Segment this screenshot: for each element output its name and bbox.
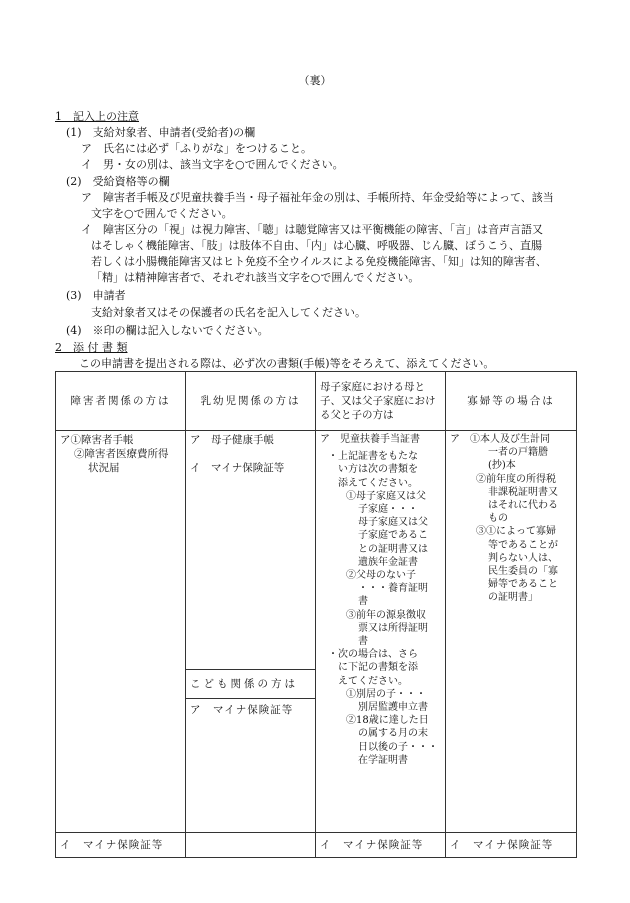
list-item: 添えてください。	[338, 477, 418, 489]
header-widow: 寡婦等の場合は	[446, 372, 577, 431]
note-item-1a: ア 氏名には必ず「ふりがな」をつけること。	[81, 142, 312, 155]
list-item: 子家庭であるこ	[358, 530, 428, 542]
list-item: 日以後の子・・・	[358, 741, 438, 753]
list-item: との証明書又は	[358, 543, 428, 555]
list-item: 状況届	[88, 462, 120, 474]
list-item: もの	[488, 513, 508, 525]
list-item: 非課税証明書又	[488, 486, 558, 498]
note-item-2a-line1: ア 障害者手帳及び児童扶養手当・母子福祉年金の別は、手帳所持、年金受給等によって、該当	[81, 191, 554, 204]
note-item-2a-line2: 文字を○で囲んでください。	[91, 207, 233, 220]
footer-disabled: イ マイナ保険証等	[56, 833, 186, 858]
list-item: ②18歳に達した日	[346, 715, 429, 727]
col-widow-docs	[446, 431, 577, 833]
list-item: はそれに代わる	[488, 500, 558, 512]
header-single-parent: 母子家庭における母と子、又は父子家庭における父と子の方は	[316, 372, 446, 431]
list-item: (抄)本	[488, 460, 516, 472]
col-disabled-docs	[56, 431, 186, 833]
col-single-parent-docs	[316, 431, 446, 833]
list-item: の証明書」	[488, 592, 538, 604]
list-item: ①母子家庭又は父	[346, 490, 426, 502]
col-infant-docs	[186, 431, 316, 833]
note-item-3a: 支給対象者又はその保護者の氏名を記入してください。	[91, 306, 366, 319]
section2-heading: 2 添 付 書 類	[55, 341, 128, 354]
footer-widow: イ マイナ保険証等	[446, 833, 577, 858]
list-item: 在学証明書	[358, 754, 408, 766]
list-item: ア 母子健康手帳	[190, 434, 274, 446]
list-item: い方は次の書類を	[338, 464, 418, 476]
child-sub-item: ア マイナ保険証等	[186, 698, 315, 721]
list-item: 母子家庭又は父	[358, 517, 428, 529]
list-item: ②前年度の所得税	[476, 473, 556, 485]
list-item: 票又は所得証明	[358, 622, 428, 634]
list-item: 民生委員の「寡	[488, 566, 558, 578]
footer-single-parent: イ マイナ保険証等	[316, 833, 446, 858]
list-item: ア ①本人及び生計同	[450, 434, 550, 445]
list-item: 別居監護申立書	[358, 702, 428, 714]
list-item: 書	[358, 596, 368, 608]
list-item: ①別居の子・・・	[346, 688, 426, 700]
note-item-3: (3) 申請者	[66, 289, 126, 302]
child-sub-header: こども関係の方は	[186, 669, 315, 698]
list-item: 子家庭・・・	[358, 504, 418, 516]
list-item: ③①によって寡婦	[476, 526, 556, 538]
list-item: ②障害者医療費所得	[74, 448, 169, 460]
list-item: 判らない人は、	[488, 552, 558, 564]
list-item: 婦等であること	[488, 579, 558, 591]
list-item: ア 児童扶養手当証書	[320, 434, 420, 445]
attachment-table	[55, 371, 577, 858]
list-item: イ マイナ保険証等	[190, 462, 285, 474]
note-item-4: (4) ※印の欄は記入しないでください。	[66, 324, 269, 337]
footer-infant	[186, 833, 316, 858]
list-item: の属する月の末	[358, 728, 428, 740]
list-item: 遺族年金証書	[358, 556, 418, 568]
section1-heading: 1 記入上の注意	[55, 110, 139, 123]
list-item: ②父母のない子	[346, 570, 416, 582]
note-item-2b-line1: イ 障害区分の「視」は視力障害、「聴」は聴覚障害又は平衡機能の障害、「言」は音声言語又	[81, 223, 543, 236]
list-item: 書	[358, 636, 368, 648]
list-item: ・次の場合は、さら	[328, 649, 418, 661]
note-item-1b: イ 男・女の別は、該当文字を○で囲んでください。	[81, 158, 344, 171]
header-disabled: 障害者関係の方は	[56, 372, 186, 431]
note-item-2b-line3: 若しくは小腸機能障害又はヒト免疫不全ウイルスによる免疫機能障害、「知」は知的障害者、	[91, 255, 547, 268]
section2-intro: この申請書を提出される際は、必ず次の書類(手帳)等をそろえて、添えてください。	[79, 357, 495, 370]
note-item-2: (2) 受給資格等の欄	[66, 175, 170, 188]
list-item: に下記の書類を添	[338, 662, 418, 674]
header-infant: 乳幼児関係の方は	[186, 372, 316, 431]
note-item-2b-line4: 「精」は精神障害者で、それぞれ該当文字を○で囲んでください。	[91, 271, 420, 284]
list-item: ア①障害者手帳	[60, 434, 134, 446]
list-item: 等であることが	[488, 539, 558, 551]
page-title: （裏）	[298, 74, 332, 87]
list-item: ・・・養育証明	[358, 583, 428, 595]
list-item: えてください。	[338, 675, 408, 687]
note-item-2b-line2: はそしゃく機能障害、「肢」は肢体不自由、「内」は心臓、呼吸器、じん臓、ぼうこう、直腸	[91, 239, 542, 252]
list-item: ③前年の源泉徴収	[346, 609, 426, 621]
note-item-1: (1) 支給対象者、申請者(受給者)の欄	[66, 126, 256, 139]
list-item: 一者の戸籍謄	[488, 447, 548, 459]
list-item: ・上記証書をもたな	[328, 451, 418, 463]
